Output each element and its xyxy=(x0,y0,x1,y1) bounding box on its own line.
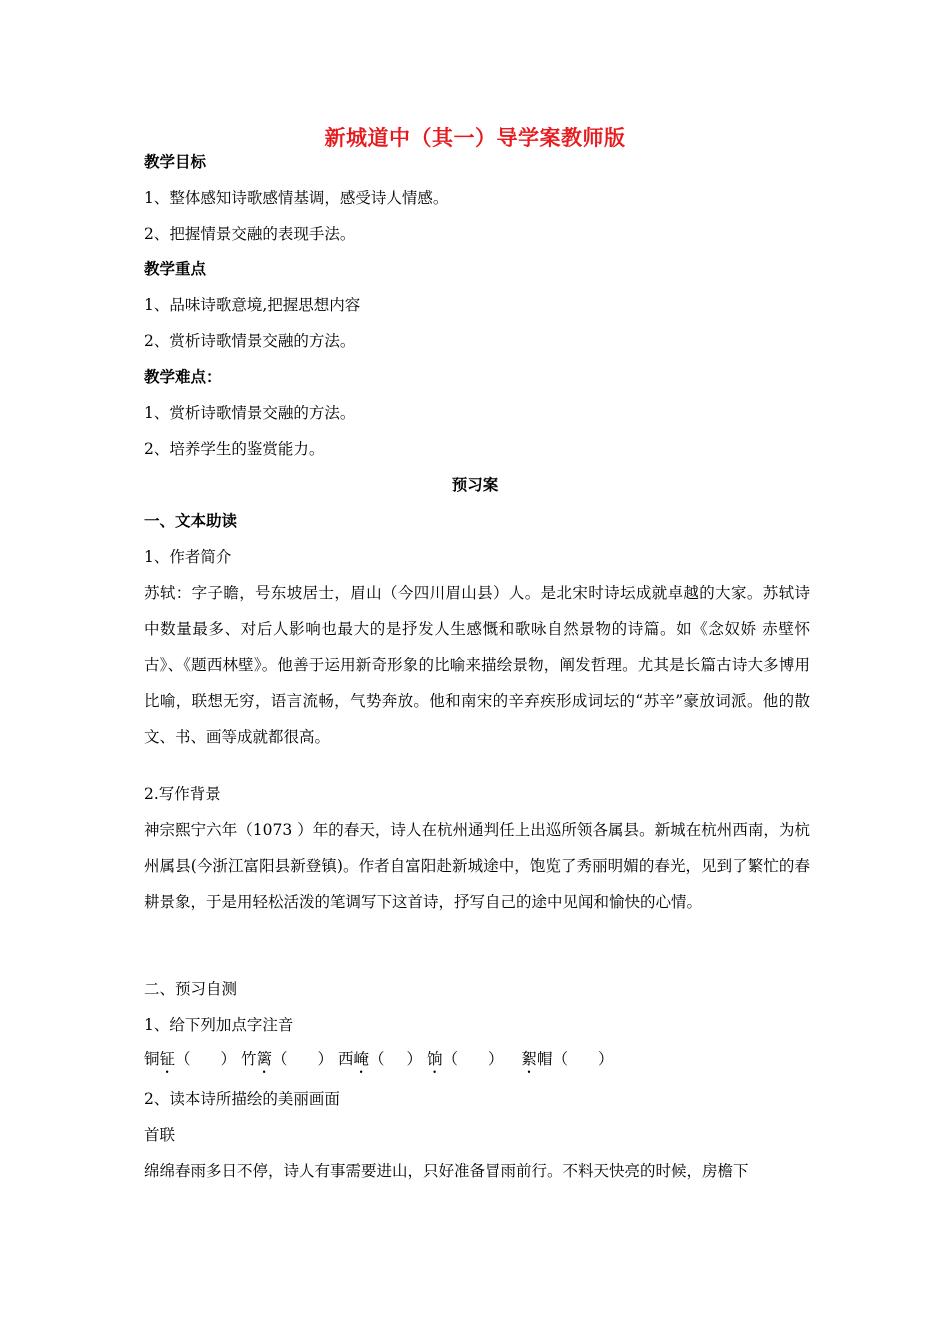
difficult-point-item: 2、培养学生的鉴赏能力。 xyxy=(144,440,325,458)
part2-heading: 二、预习自测 xyxy=(144,980,238,998)
objectives-heading: 教学目标 xyxy=(144,153,207,171)
objective-item: 1、整体感知诗歌感情基调，感受诗人情感。 xyxy=(144,189,449,207)
difficult-point-item: 1、赏析诗歌情景交融的方法。 xyxy=(144,404,356,422)
key-point-item: 1、品味诗歌意境,把握思想内容 xyxy=(144,296,361,314)
couplet-1-heading: 首联 xyxy=(144,1126,176,1144)
part1-heading: 一、文本助读 xyxy=(144,512,238,530)
background-heading: 2.写作背景 xyxy=(144,785,221,803)
difficult-points-heading: 教学难点： xyxy=(144,368,222,386)
phonetic-exercise-row: 铜钲（ ） 竹篱（ ） 西崦（ ） 饷（ ） 絮帽（ ） xyxy=(144,1050,614,1068)
couplet-1-text: 绵绵春雨多日不停，诗人有事需要进山，只好准备冒雨前行。不料天快亮的时候，房檐下 xyxy=(144,1162,749,1180)
preview-heading: 预习案 xyxy=(451,476,499,494)
key-point-item: 2、赏析诗歌情景交融的方法。 xyxy=(144,332,356,350)
word-5: 絮帽 xyxy=(521,1050,553,1068)
background-paragraph: 神宗熙宁六年（1073 ）年的春天，诗人在杭州通判任上出巡所领各属县。新城在杭州西南，为杭州属县(今浙江富阳县新登镇)。作者自富阳赴新城途中，饱览了秀丽明媚的春光，见到了繁忙的春耕景象，于是用轻松活泼的笔调写下这首诗，抒写自己的途中见闻和愉快的心情。 xyxy=(144,821,810,911)
document-title: 新城道中（其一）导学案教师版 xyxy=(324,126,626,150)
word-1: 铜钲 xyxy=(144,1050,176,1068)
word-4: 饷 xyxy=(427,1050,443,1068)
question-1: 1、给下列加点字注音 xyxy=(144,1016,294,1034)
word-2: 竹篱 xyxy=(241,1050,273,1068)
author-heading: 1、作者简介 xyxy=(144,548,232,566)
key-points-heading: 教学重点 xyxy=(144,260,207,278)
word-3: 西崦 xyxy=(338,1050,370,1068)
objective-item: 2、把握情景交融的表现手法。 xyxy=(144,225,356,243)
author-paragraph: 苏轼：字子瞻，号东坡居士，眉山（今四川眉山县）人。是北宋时诗坛成就卓越的大家。苏轼诗中数量最多、对后人影响也最大的是抒发人生感慨和歌咏自然景物的诗篇。如《念奴娇 赤壁怀古》、《题西林壁》。他善于运用新奇形象的比喻来描绘景物，阐发哲理。尤其是长篇古诗大多博用比喻，联想无穷，语言流畅，气势奔放。他和南宋的辛弃疾形成词坛的“苏辛”豪放词派。他的散文、书、画等成就都很高。 xyxy=(144,584,810,746)
question-2: 2、读本诗所描绘的美丽画面 xyxy=(144,1090,340,1108)
